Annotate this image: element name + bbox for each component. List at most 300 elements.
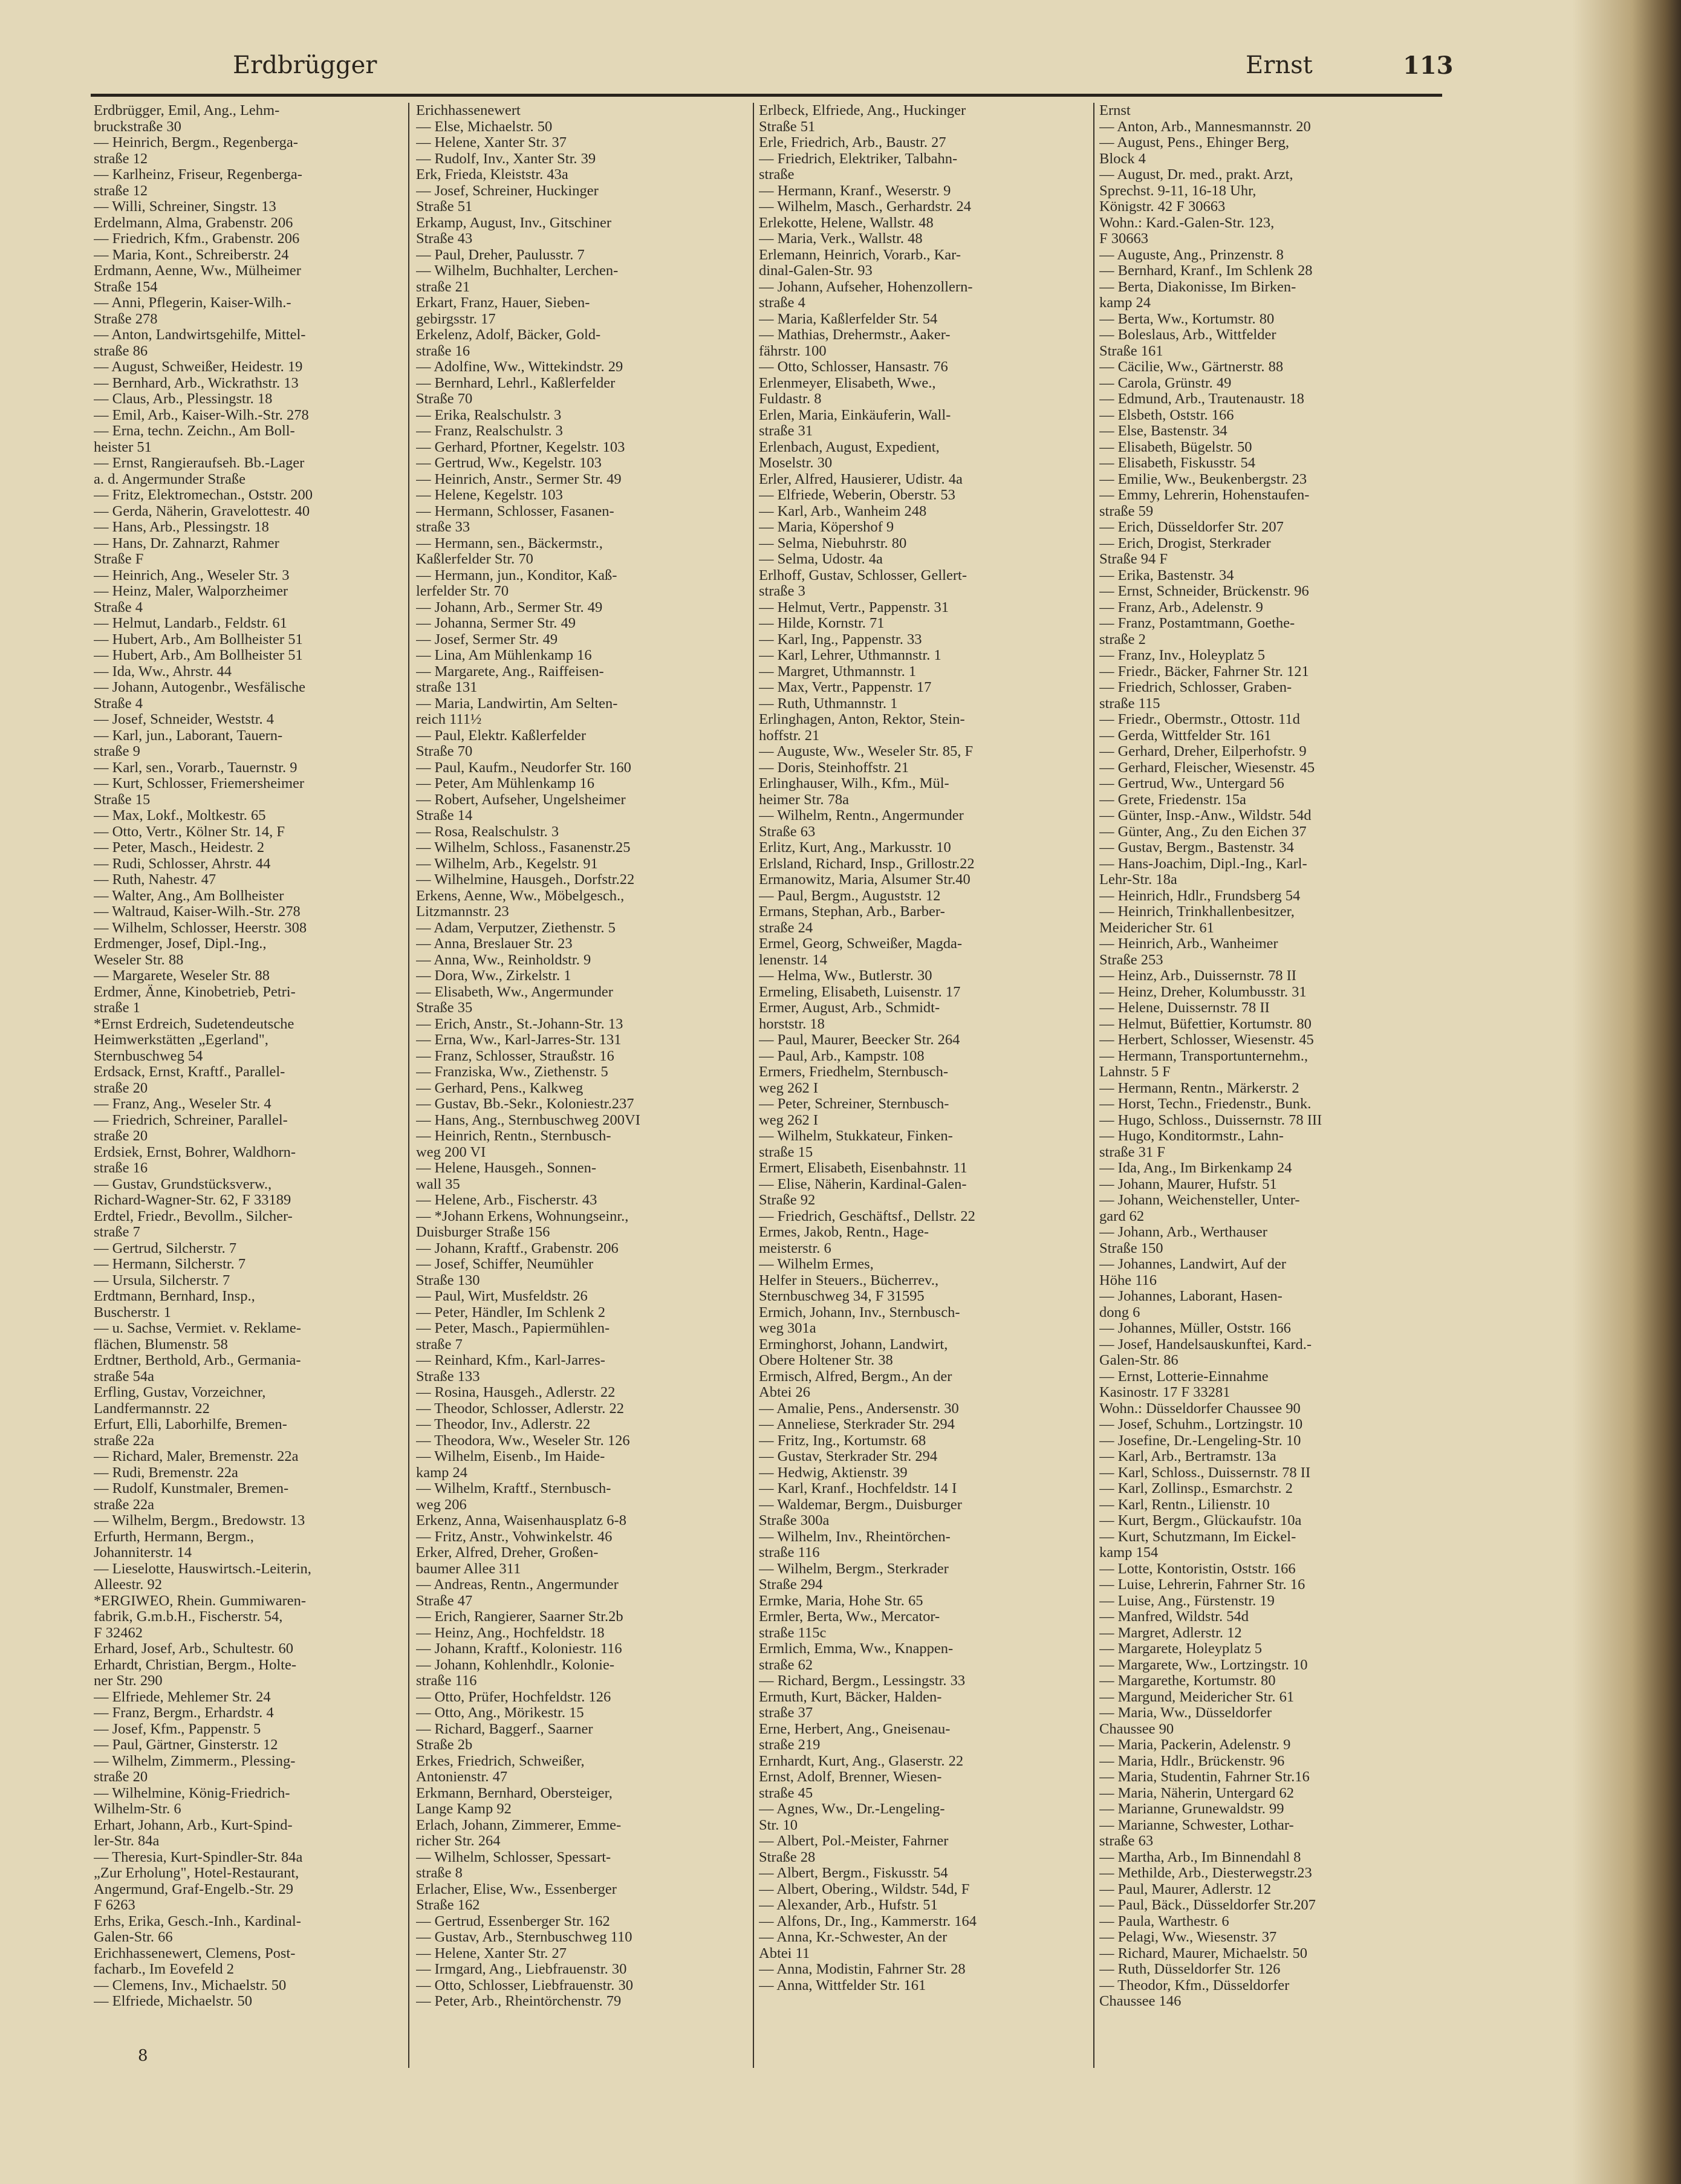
directory-line: — Maria, Kont., Schreiberstr. 24 — [94, 246, 289, 263]
directory-line: — Gerda, Näherin, Gravelottestr. 40 — [94, 502, 310, 519]
directory-line: — Gertrud, Ww., Untergard 56 — [1099, 775, 1284, 791]
directory-line: straße 54a — [94, 1368, 154, 1385]
directory-line: Erkelenz, Adolf, Bäcker, Gold- — [416, 327, 601, 343]
directory-line: — Heinrich, Ang., Weseler Str. 3 — [94, 567, 290, 583]
directory-line: — Hubert, Arb., Am Bollheister 51 — [94, 631, 303, 648]
directory-line: kamp 24 — [416, 1464, 468, 1481]
directory-line: — Maria, Ww., Düsseldorfer — [1099, 1705, 1272, 1721]
directory-line: — Gerhard, Dreher, Eilperhofstr. 9 — [1099, 743, 1307, 759]
directory-line: — Anna, Ww., Reinholdstr. 9 — [416, 951, 591, 968]
directory-line: — Josef, Sermer Str. 49 — [416, 631, 558, 648]
directory-line: Straße 154 — [94, 278, 158, 295]
directory-line: — Wilhelm, Arb., Kegelstr. 91 — [416, 855, 598, 872]
directory-line: — Hubert, Arb., Am Bollheister 51 — [94, 647, 303, 663]
directory-line: Straße 162 — [416, 1897, 480, 1913]
directory-line: — Anna, Wittfelder Str. 161 — [759, 1977, 926, 1994]
directory-line: — Elisabeth, Bügelstr. 50 — [1099, 438, 1252, 455]
directory-line: Ermuth, Kurt, Bäcker, Halden- — [759, 1688, 942, 1705]
directory-line: straße 115c — [759, 1624, 827, 1641]
directory-line: — Johann, Kraftf., Koloniestr. 116 — [416, 1640, 622, 1657]
directory-line: Erle, Friedrich, Arb., Baustr. 27 — [759, 134, 946, 151]
directory-line: — Erika, Realschulstr. 3 — [416, 406, 562, 423]
directory-line: — Margret, Adlerstr. 12 — [1099, 1624, 1242, 1641]
directory-line: — Selma, Niebuhrstr. 80 — [759, 535, 907, 551]
directory-line: Straße 92 — [759, 1192, 816, 1208]
directory-line: — Paul, Dreher, Paulusstr. 7 — [416, 246, 585, 263]
directory-line: — Ruth, Uthmannstr. 1 — [759, 695, 898, 712]
directory-line: *ERGIWEO, Rhein. Gummiwaren- — [94, 1592, 307, 1609]
directory-line: weg 200 VI — [416, 1143, 486, 1160]
directory-line: — Elfriede, Weberin, Oberstr. 53 — [759, 487, 955, 503]
directory-line: — Ruth, Düsseldorfer Str. 126 — [1099, 1961, 1281, 1977]
directory-line: kamp 154 — [1099, 1544, 1159, 1561]
directory-line: Straße 35 — [416, 999, 473, 1016]
directory-line: fährstr. 100 — [759, 342, 827, 359]
directory-line: Helfer in Steuers., Bücherrev., — [759, 1272, 939, 1289]
directory-line: Straße F — [94, 551, 144, 567]
directory-line: Erhardt, Christian, Bergm., Holte- — [94, 1656, 296, 1673]
directory-line: Erfurth, Hermann, Bergm., — [94, 1528, 254, 1545]
directory-line: — Gerhard, Pens., Kalkweg — [416, 1079, 584, 1096]
directory-line: Erdsiek, Ernst, Bohrer, Waldhorn- — [94, 1143, 296, 1160]
directory-line: — Heinz, Dreher, Kolumbusstr. 31 — [1099, 983, 1307, 1000]
directory-line: Erlach, Johann, Zimmerer, Emme- — [416, 1816, 622, 1833]
column-divider — [753, 103, 754, 2068]
directory-line: straße 116 — [759, 1544, 820, 1561]
directory-line: Ernhardt, Kurt, Ang., Glaserstr. 22 — [759, 1752, 964, 1769]
directory-line: dinal-Galen-Str. 93 — [759, 262, 873, 279]
directory-line: — Alfons, Dr., Ing., Kammerstr. 164 — [759, 1913, 977, 1929]
directory-line: Straße 51 — [416, 198, 473, 215]
directory-line: Wohn.: Düsseldorfer Chaussee 90 — [1099, 1400, 1301, 1417]
directory-line: straße 21 — [416, 278, 470, 295]
directory-line: — Emmy, Lehrerin, Hohenstaufen- — [1099, 487, 1310, 503]
directory-line: — Max, Vertr., Pappenstr. 17 — [759, 679, 932, 695]
directory-line: — Heinrich, Arb., Wanheimer — [1099, 935, 1278, 952]
directory-line: richer Str. 264 — [416, 1833, 501, 1849]
directory-line: Erker, Alfred, Dreher, Großen- — [416, 1544, 599, 1561]
directory-line: — Erika, Bastenstr. 34 — [1099, 567, 1234, 583]
directory-line: Erlbeck, Elfriede, Ang., Huckinger — [759, 103, 966, 119]
directory-line: — Otto, Ang., Mörikestr. 15 — [416, 1705, 584, 1721]
directory-line: — Herbert, Schlosser, Wiesenstr. 45 — [1099, 1032, 1314, 1048]
directory-line: straße 20 — [94, 1769, 148, 1785]
directory-line: Ernst — [1099, 103, 1131, 119]
directory-line: Straße 94 F — [1099, 551, 1168, 567]
directory-line: Höhe 116 — [1099, 1272, 1157, 1289]
directory-line: — Heinrich, Anstr., Sermer Str. 49 — [416, 470, 622, 487]
directory-line: — Ursula, Silcherstr. 7 — [94, 1272, 230, 1289]
directory-line: — Gustav, Bb.-Sekr., Koloniestr.237 — [416, 1096, 634, 1112]
directory-line: — Wilhelm, Schloss., Fasanenstr.25 — [416, 839, 631, 856]
directory-line: Erdbrügger, Emil, Ang., Lehm- — [94, 103, 280, 119]
directory-line: — Richard, Baggerf., Saarner — [416, 1720, 593, 1737]
directory-line: — Auguste, Ww., Weseler Str. 85, F — [759, 743, 974, 759]
directory-line: — Erich, Düsseldorfer Str. 207 — [1099, 519, 1284, 535]
directory-line: lerfelder Str. 70 — [416, 583, 509, 599]
directory-line: — Friedrich, Schreiner, Parallel- — [94, 1111, 288, 1128]
directory-line: — Kurt, Schutzmann, Im Eickel- — [1099, 1528, 1296, 1545]
directory-line: — Heinrich, Rentn., Sternbusch- — [416, 1128, 611, 1144]
directory-line: Straße 51 — [759, 118, 816, 135]
directory-line: ner Str. 290 — [94, 1672, 163, 1689]
directory-line: — Otto, Prüfer, Hochfeldstr. 126 — [416, 1688, 611, 1705]
directory-line: — Margarete, Ang., Raiffeisen- — [416, 663, 604, 680]
directory-line: — Josef, Schiffer, Neumühler — [416, 1256, 594, 1272]
directory-line: — Anna, Kr.-Schwester, An der — [759, 1929, 948, 1945]
directory-line: — Erich, Drogist, Sterkrader — [1099, 535, 1271, 551]
directory-line: — Karl, jun., Laborant, Tauern- — [94, 727, 283, 744]
directory-line: Erkmann, Bernhard, Obersteiger, — [416, 1784, 613, 1801]
signature-mark: 8 — [138, 2047, 148, 2065]
directory-line: horststr. 18 — [759, 1015, 825, 1032]
directory-line: — Wilhelmine, Hausgeh., Dorfstr.22 — [416, 871, 635, 888]
directory-line: — Paula, Warthestr. 6 — [1099, 1913, 1229, 1929]
directory-line: Königstr. 42 F 30663 — [1099, 198, 1226, 215]
directory-line: — Wilhelm, Stukkateur, Finken- — [759, 1128, 953, 1144]
directory-line: — Kurt, Bergm., Glückaufstr. 10a — [1099, 1512, 1302, 1529]
directory-line: — Günter, Insp.-Anw., Wildstr. 54d — [1099, 807, 1312, 824]
directory-line: — Peter, Masch., Papiermühlen- — [416, 1320, 610, 1336]
directory-line: weg 206 — [416, 1496, 467, 1513]
directory-line: — Gustav, Sterkrader Str. 294 — [759, 1448, 938, 1464]
directory-line: baumer Allee 311 — [416, 1560, 521, 1577]
directory-line: Obere Holtener Str. 38 — [759, 1352, 893, 1368]
directory-line: — Josefine, Dr.-Lengeling-Str. 10 — [1099, 1432, 1301, 1449]
directory-line: F 30663 — [1099, 230, 1149, 247]
directory-line: Straße 161 — [1099, 342, 1163, 359]
directory-line: — Elfriede, Michaelstr. 50 — [94, 1993, 252, 2009]
directory-line: — Helma, Ww., Butlerstr. 30 — [759, 967, 932, 984]
directory-line: — Theodor, Inv., Adlerstr. 22 — [416, 1416, 591, 1432]
directory-line: Straße 130 — [416, 1272, 480, 1289]
directory-line: Straße 28 — [759, 1848, 816, 1865]
directory-line: straße 7 — [94, 1224, 140, 1240]
directory-line: Wohn.: Kard.-Galen-Str. 123, — [1099, 214, 1275, 231]
directory-line: — *Johann Erkens, Wohnungseinr., — [416, 1207, 629, 1224]
directory-line: Straße 4 — [94, 599, 143, 616]
directory-line: straße 86 — [94, 342, 148, 359]
directory-line: Richard-Wagner-Str. 62, F 33189 — [94, 1192, 291, 1208]
directory-line: — Cäcilie, Ww., Gärtnerstr. 88 — [1099, 359, 1284, 375]
directory-line: — Wilhelm, Bergm., Bredowstr. 13 — [94, 1512, 305, 1529]
directory-line: — Hans, Ang., Sternbuschweg 200VI — [416, 1111, 640, 1128]
directory-line: — Johann, Maurer, Hufstr. 51 — [1099, 1175, 1277, 1192]
directory-line: Fuldastr. 8 — [759, 391, 822, 407]
directory-line: — Maria, Köpershof 9 — [759, 519, 894, 535]
directory-line: Erkart, Franz, Hauer, Sieben- — [416, 294, 590, 311]
directory-line: Erne, Herbert, Ang., Gneisenau- — [759, 1720, 951, 1737]
directory-line: Galen-Str. 86 — [1099, 1352, 1179, 1368]
directory-line: — Theodor, Schlosser, Adlerstr. 22 — [416, 1400, 624, 1417]
directory-line: — Paul, Gärtner, Ginsterstr. 12 — [94, 1737, 278, 1753]
directory-line: Erdelmann, Alma, Grabenstr. 206 — [94, 214, 293, 231]
directory-line: — Ida, Ww., Ahrstr. 44 — [94, 663, 232, 680]
directory-line: — Anni, Pflegerin, Kaiser-Wilh.- — [94, 294, 291, 311]
directory-line: Straße 14 — [416, 807, 473, 824]
directory-line: — Lina, Am Mühlenkamp 16 — [416, 647, 592, 663]
directory-line: — Wilhelm, Bergm., Sterkrader — [759, 1560, 949, 1577]
directory-line: Erlemann, Heinrich, Vorarb., Kar- — [759, 246, 961, 263]
directory-line: — Hermann, Rentn., Märkerstr. 2 — [1099, 1079, 1299, 1096]
directory-line: Kasinostr. 17 F 33281 — [1099, 1384, 1231, 1400]
directory-line: Sternbuschweg 54 — [94, 1047, 203, 1064]
directory-line: Straße 43 — [416, 230, 473, 247]
directory-line: straße 219 — [759, 1737, 821, 1753]
directory-line: Erhart, Johann, Arb., Kurt-Spind- — [94, 1816, 293, 1833]
directory-line: — Doris, Steinhoffstr. 21 — [759, 759, 909, 776]
directory-line: — Maria, Landwirtin, Am Selten- — [416, 695, 618, 712]
directory-line: — Elise, Näherin, Kardinal-Galen- — [759, 1175, 967, 1192]
directory-line: — Ida, Ang., Im Birkenkamp 24 — [1099, 1160, 1292, 1176]
directory-line: — Paul, Maurer, Beecker Str. 264 — [759, 1032, 960, 1048]
directory-line: — Peter, Am Mühlenkamp 16 — [416, 775, 595, 791]
directory-line: hoffstr. 21 — [759, 727, 820, 744]
directory-line: Chaussee 146 — [1099, 1993, 1182, 2009]
directory-line: — Johann, Autogenbr., Wesfälische — [94, 679, 306, 695]
directory-line: — Johann, Kohlenhdlr., Kolonie- — [416, 1656, 614, 1673]
directory-line: — Hilde, Kornstr. 71 — [759, 615, 885, 631]
directory-line: — Waltraud, Kaiser-Wilh.-Str. 278 — [94, 903, 301, 920]
directory-line: — Rudi, Schlosser, Ahrstr. 44 — [94, 855, 271, 872]
directory-line: Erdtner, Berthold, Arb., Germania- — [94, 1352, 301, 1368]
directory-line: — Anneliese, Sterkrader Str. 294 — [759, 1416, 955, 1432]
directory-line: — Rosa, Realschulstr. 3 — [416, 823, 559, 840]
directory-line: — Paul, Wirt, Musfeldstr. 26 — [416, 1288, 588, 1304]
directory-line: — Paul, Elektr. Kaßlerfelder — [416, 727, 586, 744]
directory-line: straße 24 — [759, 919, 813, 936]
directory-line: Erk, Frieda, Kleiststr. 43a — [416, 166, 568, 183]
directory-line: — Karl, Zollinsp., Esmarchstr. 2 — [1099, 1480, 1293, 1497]
directory-line: Lange Kamp 92 — [416, 1801, 512, 1817]
directory-line: — Gertrud, Essenberger Str. 162 — [416, 1913, 610, 1929]
directory-line: Wilhelm-Str. 6 — [94, 1801, 181, 1817]
directory-line: straße 16 — [94, 1160, 148, 1176]
directory-line: — Rudi, Bremenstr. 22a — [94, 1464, 238, 1481]
directory-line: ler-Str. 84a — [94, 1833, 160, 1849]
directory-line: straße 3 — [759, 583, 805, 599]
directory-line: — Johann, Aufseher, Hohenzollern- — [759, 278, 973, 295]
directory-line: — Paul, Maurer, Adlerstr. 12 — [1099, 1880, 1272, 1897]
directory-line: — Hedwig, Aktienstr. 39 — [759, 1464, 908, 1481]
directory-line: — Friedrich, Elektriker, Talbahn- — [759, 150, 958, 167]
directory-line: — Richard, Maurer, Michaelstr. 50 — [1099, 1945, 1307, 1961]
directory-line: — Irmgard, Ang., Liebfrauenstr. 30 — [416, 1961, 627, 1977]
directory-line: — Mathias, Drehermstr., Aaker- — [759, 327, 951, 343]
directory-line: Meidericher Str. 61 — [1099, 919, 1214, 936]
directory-line: — August, Dr. med., prakt. Arzt, — [1099, 166, 1293, 183]
directory-line: — Anton, Arb., Mannesmannstr. 20 — [1099, 118, 1311, 135]
directory-line: — Maria, Kaßlerfelder Str. 54 — [759, 310, 938, 327]
directory-line: — Franz, Schlosser, Straußstr. 16 — [416, 1047, 614, 1064]
directory-line: — Theresia, Kurt-Spindler-Str. 84a — [94, 1848, 303, 1865]
directory-line: — Hermann, jun., Konditor, Kaß- — [416, 567, 617, 583]
directory-line: Ermler, Berta, Ww., Mercator- — [759, 1608, 940, 1625]
directory-line: — Elsbeth, Oststr. 166 — [1099, 406, 1234, 423]
directory-line: — Gertrud, Silcherstr. 7 — [94, 1240, 237, 1256]
directory-line: Straße 150 — [1099, 1240, 1163, 1256]
directory-line: straße 33 — [416, 519, 470, 535]
directory-line: straße 59 — [1099, 502, 1154, 519]
page-fold-shadow — [1572, 0, 1681, 2184]
directory-line: — Waldemar, Bergm., Duisburger — [759, 1496, 962, 1513]
directory-line: „Zur Erholung", Hotel-Restaurant, — [94, 1865, 299, 1881]
directory-line: — Franziska, Ww., Ziethenstr. 5 — [416, 1064, 608, 1080]
directory-line: Erfling, Gustav, Vorzeichner, — [94, 1384, 266, 1400]
directory-line: — Helene, Hausgeh., Sonnen- — [416, 1160, 597, 1176]
directory-line: Ermanowitz, Maria, Alsumer Str.40 — [759, 871, 971, 888]
directory-line: — Helmut, Vertr., Pappenstr. 31 — [759, 599, 949, 616]
directory-line: — Margarethe, Kortumstr. 80 — [1099, 1672, 1276, 1689]
directory-line: — Margarete, Ww., Lortzingstr. 10 — [1099, 1656, 1308, 1673]
directory-line: — Berta, Diakonisse, Im Birken- — [1099, 278, 1296, 295]
directory-line: Ermert, Elisabeth, Eisenbahnstr. 11 — [759, 1160, 967, 1176]
directory-line: — Max, Lokf., Moltkestr. 65 — [94, 807, 266, 824]
directory-line: straße 131 — [416, 679, 478, 695]
directory-line: — Amalie, Pens., Andersenstr. 30 — [759, 1400, 959, 1417]
directory-line: — Theodora, Ww., Weseler Str. 126 — [416, 1432, 630, 1449]
directory-line: — Josef, Handelsauskunftei, Kard.- — [1099, 1336, 1312, 1353]
directory-line: — Rudolf, Kunstmaler, Bremen- — [94, 1480, 289, 1497]
directory-line: — Clemens, Inv., Michaelstr. 50 — [94, 1977, 287, 1994]
directory-line: — Karlheinz, Friseur, Regenberga- — [94, 166, 302, 183]
directory-line: — Josef, Schuhm., Lortzingstr. 10 — [1099, 1416, 1303, 1432]
directory-line: straße 1 — [94, 999, 140, 1016]
directory-line: — Franz, Postamtmann, Goethe- — [1099, 615, 1295, 631]
running-head-left: Erdbrügger — [233, 51, 377, 79]
directory-line: straße 22a — [94, 1432, 154, 1449]
directory-line: — Emilie, Ww., Beukenbergstr. 23 — [1099, 470, 1307, 487]
directory-line: — Gerhard, Pfortner, Kegelstr. 103 — [416, 438, 625, 455]
directory-line: — Johann, Weichensteller, Unter- — [1099, 1192, 1300, 1208]
directory-line: — Helene, Duissernstr. 78 II — [1099, 999, 1270, 1016]
directory-line: Ermans, Stephan, Arb., Barber- — [759, 903, 945, 920]
directory-line: Ermer, August, Arb., Schmidt- — [759, 999, 940, 1016]
directory-line: Erlacher, Elise, Ww., Essenberger — [416, 1880, 617, 1897]
directory-line: reich 111½ — [416, 711, 482, 727]
directory-line: Weseler Str. 88 — [94, 951, 184, 968]
directory-line: — Johannes, Müller, Oststr. 166 — [1099, 1320, 1291, 1336]
directory-line: — Helmut, Landarb., Feldstr. 61 — [94, 615, 287, 631]
directory-line: — Hugo, Konditormstr., Lahn- — [1099, 1128, 1284, 1144]
directory-line: — Kurt, Schlosser, Friemersheimer — [94, 775, 305, 791]
directory-line: straße 22a — [94, 1496, 154, 1513]
directory-line: — Peter, Arb., Rheintörchenstr. 79 — [416, 1993, 622, 2009]
directory-line: — Gertrud, Ww., Kegelstr. 103 — [416, 455, 602, 471]
directory-line: — Günter, Ang., Zu den Eichen 37 — [1099, 823, 1307, 840]
directory-line: Litzmannstr. 23 — [416, 903, 509, 920]
directory-line: Abtei 26 — [759, 1384, 811, 1400]
directory-line: — Gustav, Grundstücksverw., — [94, 1175, 272, 1192]
directory-line: *Ernst Erdreich, Sudetendeutsche — [94, 1015, 294, 1032]
directory-line: — Otto, Schlosser, Liebfrauenstr. 30 — [416, 1977, 633, 1994]
directory-line: heister 51 — [94, 438, 152, 455]
directory-line: — Gerhard, Fleischer, Wiesenstr. 45 — [1099, 759, 1315, 776]
directory-line: — Albert, Pol.-Meister, Fahrner — [759, 1833, 949, 1849]
directory-line: — Paul, Kaufm., Neudorfer Str. 160 — [416, 759, 631, 776]
directory-line: Erdtel, Friedr., Bevollm., Silcher- — [94, 1207, 293, 1224]
directory-line: — Willi, Schreiner, Singstr. 13 — [94, 198, 276, 215]
directory-line: — Erna, techn. Zeichn., Am Boll- — [94, 423, 295, 439]
directory-line: — Johannes, Landwirt, Auf der — [1099, 1256, 1286, 1272]
directory-line: Duisburger Straße 156 — [416, 1224, 550, 1240]
directory-line: — Hermann, Transportunternehm., — [1099, 1047, 1308, 1064]
directory-line: Angermund, Graf-Engelb.-Str. 29 — [94, 1880, 293, 1897]
directory-line: — Richard, Bergm., Lessingstr. 33 — [759, 1672, 966, 1689]
directory-line: Lahnstr. 5 F — [1099, 1064, 1171, 1080]
directory-line: — Emil, Arb., Kaiser-Wilh.-Str. 278 — [94, 406, 309, 423]
running-head-right: Ernst — [1246, 51, 1313, 79]
directory-line: — Erna, Ww., Karl-Jarres-Str. 131 — [416, 1032, 622, 1048]
directory-line: — Fritz, Anstr., Vohwinkelstr. 46 — [416, 1528, 613, 1545]
directory-line: — Karl, Kranf., Hochfeldstr. 14 I — [759, 1480, 957, 1497]
directory-line: — Hans-Joachim, Dipl.-Ing., Karl- — [1099, 855, 1307, 872]
directory-line: Sprechst. 9-11, 16-18 Uhr, — [1099, 182, 1257, 199]
directory-line: — Heinz, Maler, Walporzheimer — [94, 583, 288, 599]
directory-line: straße 9 — [94, 743, 140, 759]
directory-line: Erminghorst, Johann, Landwirt, — [759, 1336, 948, 1353]
directory-line: — Berta, Ww., Kortumstr. 80 — [1099, 310, 1275, 327]
directory-line: Heimwerkstätten „Egerland", — [94, 1032, 268, 1048]
directory-line: weg 301a — [759, 1320, 816, 1336]
directory-line: — Wilhelm, Inv., Rheintörchen- — [759, 1528, 951, 1545]
directory-line: Chaussee 90 — [1099, 1720, 1174, 1737]
directory-line: Erhard, Josef, Arb., Schultestr. 60 — [94, 1640, 294, 1657]
directory-line: — Marianne, Schwester, Lothar- — [1099, 1816, 1294, 1833]
directory-line: — Wilhelm, Zimmerm., Plessing- — [94, 1752, 296, 1769]
directory-line: — Heinz, Ang., Hochfeldstr. 18 — [416, 1624, 605, 1641]
directory-line: — Else, Bastenstr. 34 — [1099, 423, 1227, 439]
directory-line: — Friedr., Obermstr., Ottostr. 11d — [1099, 711, 1300, 727]
directory-line: — Auguste, Ang., Prinzenstr. 8 — [1099, 246, 1284, 263]
directory-line: Erdsack, Ernst, Kraftf., Parallel- — [94, 1064, 285, 1080]
directory-line: — Otto, Vertr., Kölner Str. 14, F — [94, 823, 285, 840]
directory-line: — Maria, Näherin, Untergard 62 — [1099, 1784, 1295, 1801]
directory-line: kamp 24 — [1099, 294, 1151, 311]
directory-line: Straße 63 — [759, 823, 816, 840]
column-divider — [1093, 103, 1094, 2068]
directory-line: straße 2 — [1099, 631, 1146, 648]
directory-line: — Josef, Schneider, Weststr. 4 — [94, 711, 275, 727]
directory-line: straße 16 — [416, 342, 470, 359]
directory-line: flächen, Blumenstr. 58 — [94, 1336, 228, 1353]
directory-line: Moselstr. 30 — [759, 455, 833, 471]
directory-line: Erichhassenewert, Clemens, Post- — [94, 1945, 296, 1961]
directory-line: Block 4 — [1099, 150, 1146, 167]
directory-line: — Gustav, Arb., Sternbuschweg 110 — [416, 1929, 632, 1945]
directory-line: — Johanna, Sermer Str. 49 — [416, 615, 576, 631]
directory-line: — Anton, Landwirtsgehilfe, Mittel- — [94, 327, 306, 343]
header-rule — [91, 94, 1442, 97]
directory-line: — Hermann, Kranf., Weserstr. 9 — [759, 182, 951, 199]
directory-line: — Maria, Verk., Wallstr. 48 — [759, 230, 923, 247]
directory-line: — Martha, Arb., Im Binnendahl 8 — [1099, 1848, 1301, 1865]
directory-line: meisterstr. 6 — [759, 1240, 831, 1256]
directory-line: Erlinghagen, Anton, Rektor, Stein- — [759, 711, 965, 727]
directory-line: straße 62 — [759, 1656, 813, 1673]
directory-line: — Anna, Modistin, Fahrner Str. 28 — [759, 1961, 966, 1977]
directory-line: F 6263 — [94, 1897, 135, 1913]
directory-line: — Manfred, Wildstr. 54d — [1099, 1608, 1249, 1625]
directory-line: — Walter, Ang., Am Bollheister — [94, 887, 284, 904]
directory-line: — Grete, Friedenstr. 15a — [1099, 791, 1246, 808]
directory-line: — Wilhelm, Eisenb., Im Haide- — [416, 1448, 605, 1464]
directory-line: Ernst, Adolf, Brenner, Wiesen- — [759, 1769, 942, 1785]
directory-line: — August, Pens., Ehinger Berg, — [1099, 134, 1289, 151]
directory-line: — Dora, Ww., Zirkelstr. 1 — [416, 967, 571, 984]
directory-line: Erdmann, Aenne, Ww., Mülheimer — [94, 262, 301, 279]
directory-line: gebirgsstr. 17 — [416, 310, 496, 327]
